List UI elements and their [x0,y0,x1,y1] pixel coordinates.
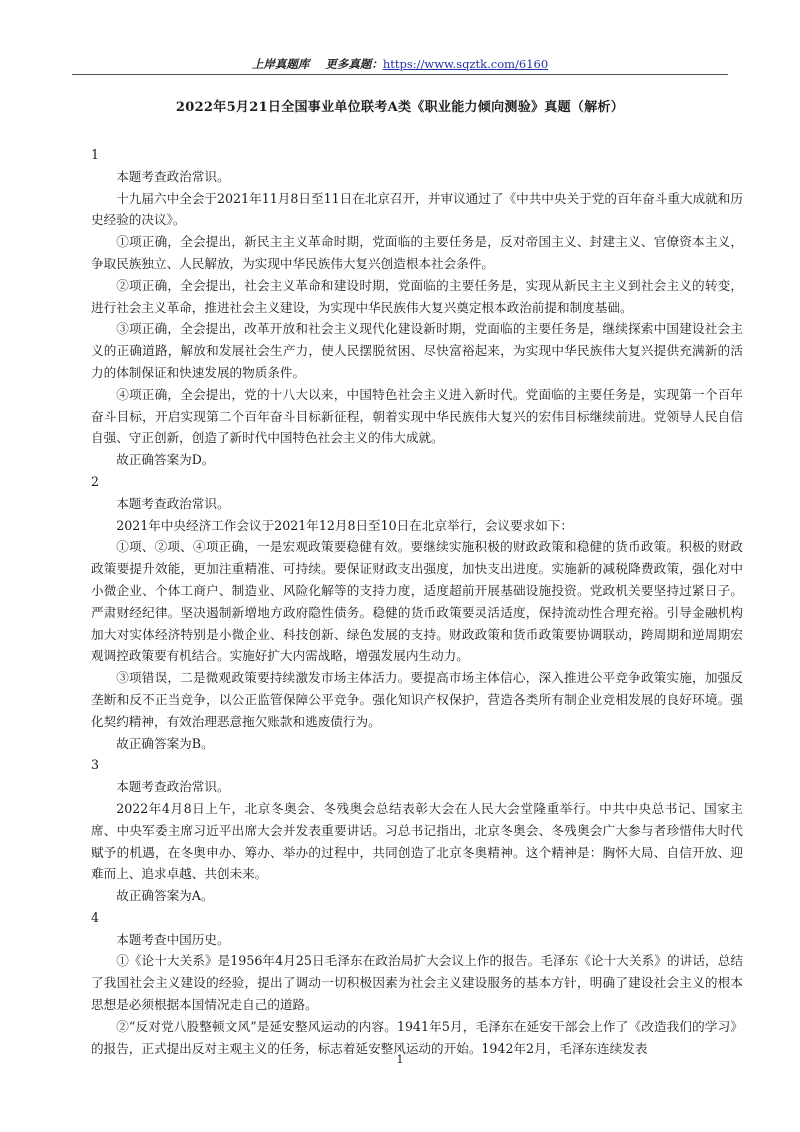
question-number: 3 [91,757,100,773]
paragraph: ②项正确，全会提出，社会主义革命和建设时期，党面临的主要任务是，实现从新民主主义到社会主义的转变，进行社会主义革命，推进社会主义建设，为实现中华民族伟大复兴奠定根本政治前提和制度基础。 [91,277,743,315]
paragraph: ③项正确，全会提出，改革开放和社会主义现代化建设新时期，党面临的主要任务是，继续探索中国建设社会主义的正确道路，解放和发展社会生产力，使人民摆脱贫困、尽快富裕起来，为实现中华民族伟大复兴提供充满新的活力的体制保证和快速发展的物质条件。 [91,321,743,380]
paragraph: 本题考查中国历史。 [116,931,230,947]
question-number: 4 [91,909,100,925]
source-link[interactable]: https://www.sqztk.com/6160 [382,57,549,71]
document-body [91,144,743,1059]
paragraph: ①项正确，全会提出，新民主主义革命时期，党面临的主要任务是，反对帝国主义、封建主义、官僚资本主义，争取民族独立、人民解放，为实现中华民族伟大复兴创造根本社会条件。 [91,234,743,271]
paragraph: ①项、②项、④项正确，一是宏观政策要稳健有效。要继续实施积极的财政政策和稳健的货币政策。积极的财政政策要提升效能，更加注重精准、可持续。要保证财政支出强度，加快支出进度。实施新的减税降费政策，强化对中小微企业、个体工商户、制造业、风险化解等的支持力度，适度超前开展基础设施投资。党政机关要坚持过紧日子。严肃财经纪律。坚决遏制新增地方政府隐性债务。稳健的货币政策要灵活适度，保持流动性合理充裕。引导金融机构加大对实体经济特别是小微企业、科技创新、绿色发展的支持。财政政策和货币政策要协调联动，跨周期和逆周期宏观调控政策要有机结合。实施好扩大内需战略，增强发展内生动力。 [91,539,743,664]
paragraph: 本题考查政治常识。 [116,779,230,795]
answer-line: 故正确答案为B。 [116,735,214,751]
header-divider [72,74,728,75]
paragraph: ①《论十大关系》是1956年4月25日毛泽东在政治局扩大会议上作的报告。毛泽东《论十大关系》的讲话，总结了我国社会主义建设的经验，提出了调动一切积极因素为社会主义建设服务的基本方针，明确了建设社会主义的根本思想是必须根据本国情况走自己的道路。 [91,953,743,1013]
answer-line: 故正确答案为A。 [116,888,214,904]
paragraph: 十九届六中全会于2021年11月8日至11日在北京召开，并审议通过了《中共中央关于党的百年奋斗重大成就和历史经验的决议》。 [91,190,743,228]
paragraph: 本题考查政治常识。 [116,168,230,184]
paragraph: 2021年中央经济工作会议于2021年12月8日至10日在北京举行，会议要求如下： [116,517,573,533]
page-header [0,56,800,72]
page-number: 1 [396,1053,404,1066]
question-number: 1 [91,147,100,162]
paragraph: ②“反对党八股整顿文风”是延安整风运动的内容。1941年5月，毛泽东在延安干部会上作了《改造我们的学习》的报告，正式提出反对主观主义的任务，标志着延安整风运动的开始。1942年2月，毛泽东连续发表 [91,1018,743,1056]
paragraph: 2022年4月8日上午，北京冬奥会、冬残奥会总结表彰大会在人民大会堂隆重举行。中共中央总书记、国家主席、中央军委主席习近平出席大会并发表重要讲话。习总书记指出，北京冬奥会、冬残奥会广大参与者珍惜伟大时代赋予的机遇，在冬奥申办、筹办、举办的过程中，共同创造了北京冬奥精神。这个精神是：胸怀大局、自信开放、迎难而上、追求卓越、共创未来。 [91,800,743,882]
more-label: 更多真题： [325,57,383,71]
paragraph: ④项正确，全会提出，党的十八大以来，中国特色社会主义进入新时代。党面临的主要任务是，实现第一个百年奋斗目标，开启实现第二个百年奋斗目标新征程，朝着实现中华民族伟大复兴的宏伟目标继续前进。党领导人民自信自强、守正创新，创造了新时代中国特色社会主义的伟大成就。 [91,386,743,446]
brand-name: 上岸真题库 [251,57,310,71]
paragraph: ③项错误，二是微观政策要持续激发市场主体活力。要提高市场主体信心，深入推进公平竞争政策实施，加强反垄断和反不正当竞争，以公正监管保障公平竞争。强化知识产权保护，营造各类所有制企业竞相发展的良好环境。强化契约精神，有效治理恶意拖欠账款和逃废债行为。 [91,670,743,729]
document-title: 2022年5月21日全国事业单位联考A类《职业能力倾向测验》真题（解析） [175,100,625,115]
question-number: 2 [91,473,100,489]
answer-line: 故正确答案为D。 [116,452,215,468]
paragraph: 本题考查政治常识。 [116,495,230,511]
